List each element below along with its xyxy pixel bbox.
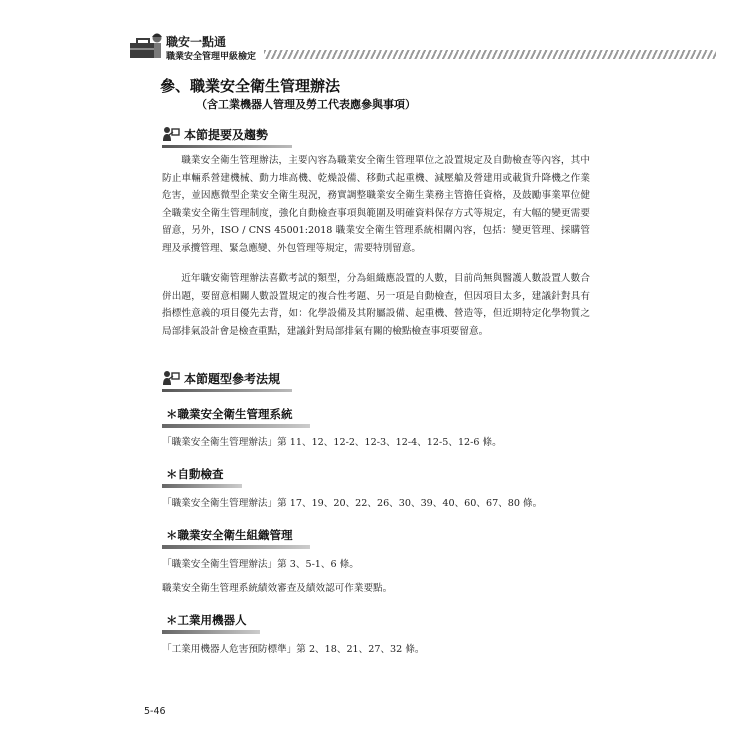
topic-underline [162,424,310,428]
topic-reference: 「職業安全衛生管理辦法」第 11、12、12-2、12-3、12-4、12-5、12-6 條。 [162,437,502,448]
person-presenting-icon [162,126,180,142]
header-stripe-bar [264,50,716,59]
topic-reference: 「職業安全衛生管理辦法」第 3、5-1、6 條。 [162,559,359,570]
section-underline [162,145,292,148]
topic-reference: 「職業安全衛生管理辦法」第 17、19、20、22、26、30、39、40、60、67、80 條。 [162,498,543,509]
chapter-title: 參、職業安全衛生管理辦法 [160,77,341,95]
topic-reference: 「工業用機器人危害預防標準」第 2、18、21、27、32 條。 [162,644,425,655]
topic-underline [162,545,310,549]
topic-title: ＊自動檢查 [166,467,224,481]
section-title: 本節提要及趨勢 [184,128,269,142]
toolbox-worker-logo-icon [128,30,164,60]
section-underline [162,389,292,392]
running-header [128,28,720,66]
paragraph-exam-trends: 近年職安衛管理辦法喜歡考試的類型，分為組織應設置的人數，目前尚無與醫護人數設置人數合併出題，要留意相關人數設置規定的複合性考題、另一項是自動檢查，但因項目太多，建議針對具有指標性意義的項目優先去背，如：化學設備及其附屬設備、起重機、營造等，但近期特定化學物質之局部排氣設計會是檢查重點，建議針對局部排氣有關的檢點檢查事項要留意。 [162,273,590,337]
topic-title: ＊職業安全衛生組織管理 [166,528,293,542]
page-number: 5-46 [144,706,166,717]
topic-heading-organization [162,524,310,546]
section-heading-references [162,368,292,390]
topic-heading-management-system [162,403,310,425]
topic-underline [162,484,242,488]
topic-heading-industrial-robot [162,609,260,631]
person-presenting-icon [162,370,180,386]
brand-title: 職安一點通 [166,35,227,49]
section-heading-summary [162,124,292,146]
chapter-subtitle: （含工業機器人管理及勞工代表應參與事項） [196,98,416,111]
topic-reference: 職業安全衛生管理系統績效審查及績效認可作業要點。 [162,583,393,594]
brand-subtitle: 職業安全管理甲級檢定 [166,52,257,62]
topic-title: ＊工業用機器人 [166,613,247,627]
section-title: 本節題型參考法規 [184,372,281,386]
topic-heading-self-inspection [162,463,242,485]
topic-title: ＊職業安全衛生管理系統 [166,407,293,421]
topic-underline [162,630,260,634]
paragraph-overview: 職業安全衛生管理辦法，主要內容為職業安全衛生管理單位之設置規定及自動檢查等內容，其中防止車輛系營建機械、動力堆高機、乾燥設備、移動式起重機、減壓艙及營建用或載貨升降機之作業危害，並因應微型企業安全衛生現況，務實調整職業安全衛生業務主管擔任資格，及鼓勵事業單位健全職業安全衛生管理制度，強化自動檢查事項與範圍及明確資料保存方式等規定，有大幅的變更需要留意，另外，ISO / CNS 45001:2018 職業安全衛生管理系統相關內容，包括：變更管理、採購管理及承攬管理、緊急應變、外包管理等規定，需要特別留意。 [162,155,590,254]
